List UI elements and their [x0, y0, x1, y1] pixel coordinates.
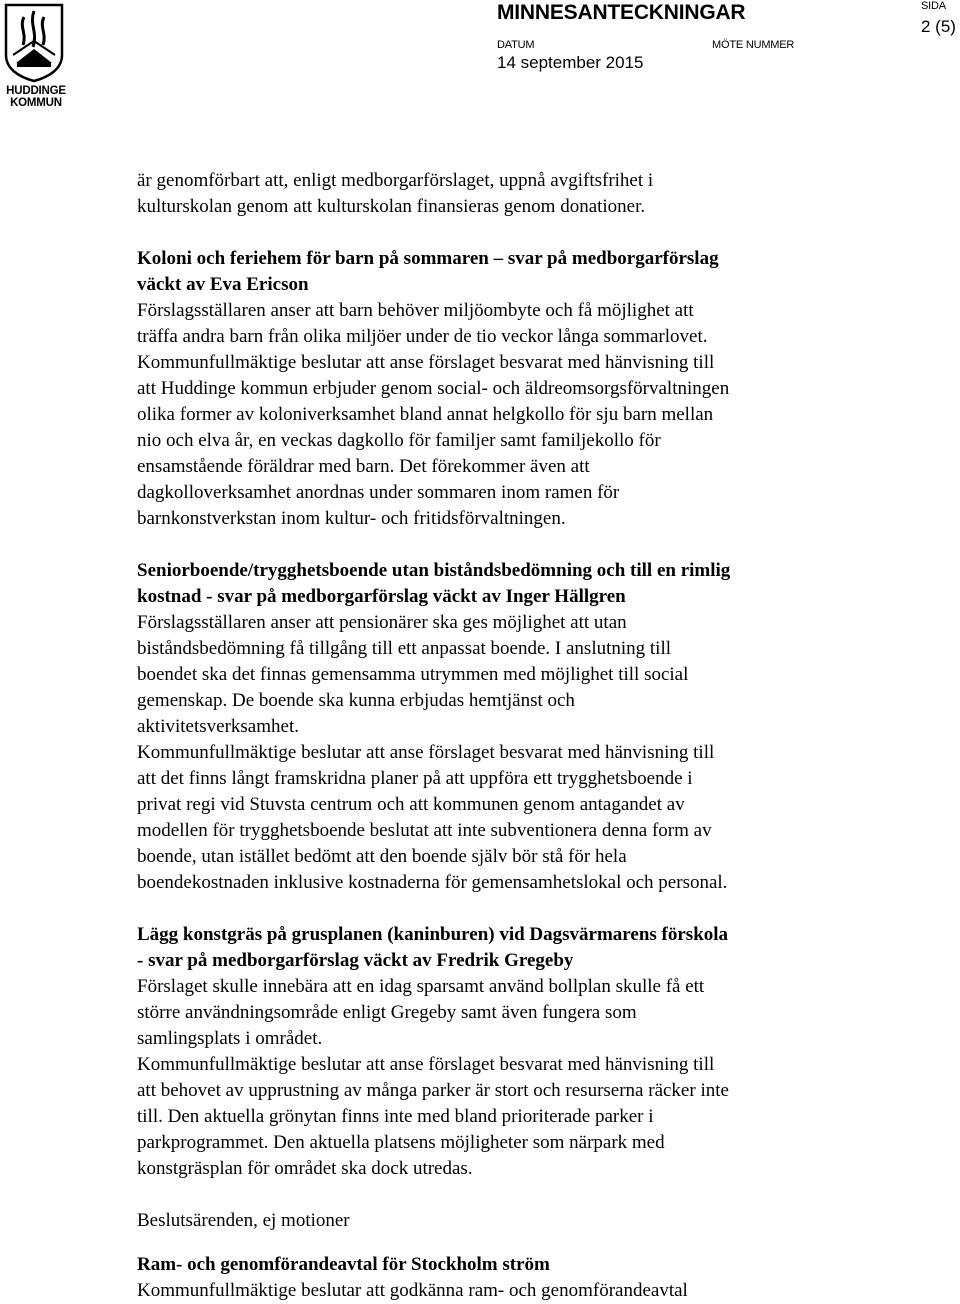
document-body: [137, 168, 949, 1304]
section-text-koloni: Förslagsställaren anser att barn behöver miljöombyte och få möjlighet att träffa andra barn från olika miljöer under de tio veckor långa sommarlovet. Kommunfullmäktige beslutar att anse förslaget besvarat med hänvisning till att Huddinge kommun erbjuder genom social- och äldreomsorgsförvaltningen olika former av koloniverksamhet bland annat helgkollo för sju barn mellan nio och elva år, en veckas dagkollo för familjer samt familjekollo för ensamstående föräldrar med barn. Det förekommer även att dagkolloverksamhet anordnas under sommaren inom ramen för barnkonstverkstan inom kultur- och fritidsförvaltningen.: [137, 300, 730, 529]
page-label: SIDA: [921, 0, 946, 12]
section-text-konstgras: Förslaget skulle innebära att en idag sparsamt använd bollplan skulle få ett större användningsområde enligt Gregeby samt även fungera som samlingsplats i området. Kommunfullmäktige beslutar att anse förslaget besvarat med hänvisning till att behovet av upprustning av många parker är stort och resurserna räcker inte till. Den aktuella grönytan finns inte med bland prioriterade parker i parkprogrammet. Den aktuella platsens möjligheter som närpark med konstgräsplan för området ska dock utredas.: [137, 976, 729, 1179]
document-date: 14 september 2015: [497, 53, 644, 72]
document-type: MINNESANTECKNINGAR: [497, 1, 746, 24]
page-number: 2 (5): [921, 17, 956, 36]
section-heading-konstgras: Lägg konstgräs på grusplanen (kaninburen) vid Dagsvärmarens förskola - svar på medborgarförslag väckt av Fredrik Gregeby: [137, 924, 729, 971]
logo-text: HUDDINGE KOMMUN: [6, 85, 66, 109]
section-text-seniorboende: Förslagsställaren anser att pensionärer ska ges möjlighet att utan biståndsbedömning få tillgång till ett anpassat boende. I anslutning till boendet ska det finnas gemensamma utrymmen med möjlighet till social gemenskap. De boende ska kunna erbjudas hemtjänst och aktivitetsverksamhet. Kommunfullmäktige beslutar att anse förslaget besvarat med hänvisning till att det finns långt framskridna planer på att uppföra ett trygghetsboende i privat regi vid Stuvsta centrum och att kommunen genom antagandet av modellen för trygghetsboende beslutat att inte subventionera denna form av boende, utan istället bedömt att den boende själv bör stå för hela boendekostnaden inklusive kostnaderna för gemensamhetslokal och personal.: [137, 612, 728, 893]
section-text-ramavtal: Kommunfullmäktige beslutar att godkänna ram- och genomförandeavtal: [137, 1280, 688, 1301]
section-heading-ramavtal: Ram- och genomförandeavtal för Stockholm ström: [137, 1254, 550, 1275]
meeting-number-label: MÖTE NUMMER: [712, 39, 795, 51]
section-heading-seniorboende: Seniorboende/trygghetsboende utan biståndsbedömning och till en rimlig kostnad - svar på medborgarförslag väckt av Inger Hällgren: [137, 560, 731, 607]
subheading-beslutsarenden: Beslutsärenden, ej motioner: [137, 1210, 350, 1231]
page-header: [0, 0, 960, 120]
huddinge-logo: [3, 3, 65, 109]
coat-of-arms-icon: [3, 3, 65, 83]
date-label: DATUM: [497, 39, 535, 51]
section-heading-koloni: Koloni och feriehem för barn på sommaren – svar på medborgarförslag väckt av Eva Ericson: [137, 248, 719, 295]
intro-paragraph: är genomförbart att, enligt medborgarförslaget, uppnå avgiftsfrihet i kulturskolan genom att kulturskolan finansieras genom donationer.: [137, 170, 654, 217]
